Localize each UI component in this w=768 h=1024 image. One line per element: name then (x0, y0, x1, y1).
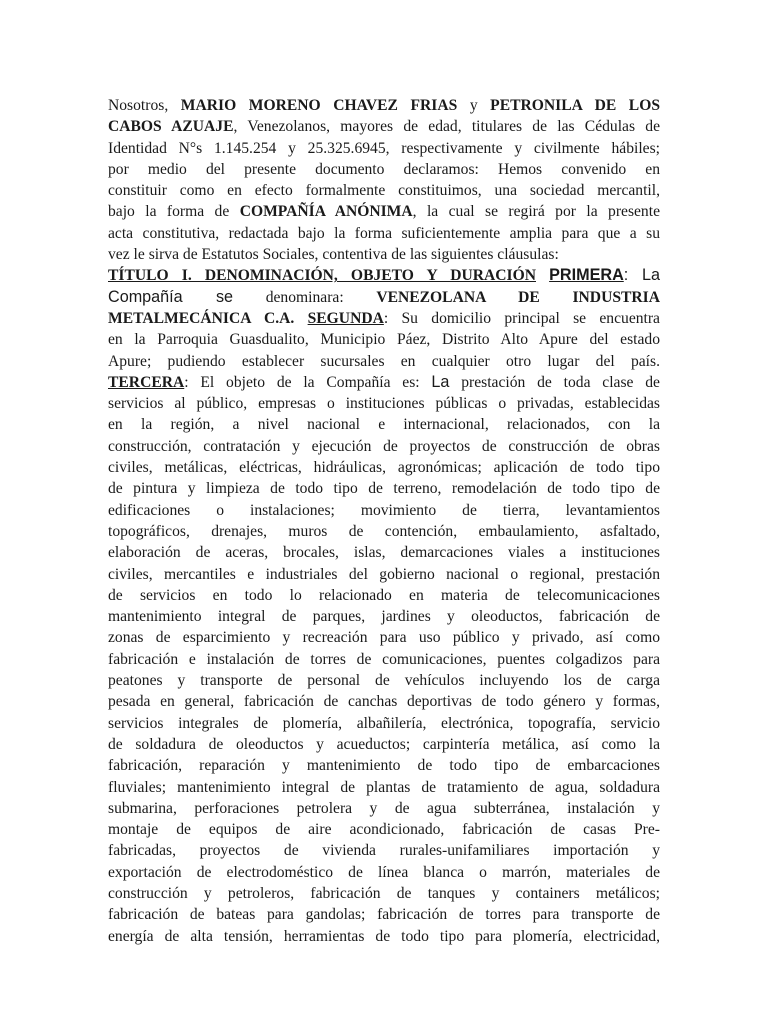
document-line (108, 649, 660, 670)
document-line (108, 585, 660, 606)
text-run: fabricación de bateas para gandolas; fabricación de torres para transporte de (108, 906, 660, 924)
text-run: fluviales; mantenimiento integral de plantas de tratamiento de agua, soldadura (108, 778, 660, 796)
document-line (108, 329, 660, 350)
text-run: Nosotros, (108, 97, 181, 114)
document-line (108, 862, 660, 883)
document-line (108, 372, 660, 393)
text-run: constituir como en efecto formalmente constituimos, una sociedad mercantil, (108, 182, 660, 200)
document-line (108, 201, 660, 222)
text-run: en la Parroquia Guasdualito, Municipio Páez, Distrito Alto Apure del estado (108, 331, 660, 349)
text-run: energía de alta tensión, herramientas de todo tipo para plomería, electricidad, (108, 927, 660, 945)
text-run: de soldadura de oleoductos y acueductos; carpintería metálica, así como la (108, 735, 660, 753)
text-run: y (457, 97, 491, 114)
text-run: Compañía se (108, 287, 234, 306)
text-run: construcción, contratación y ejecución de proyectos de construcción de obras (108, 437, 660, 455)
document-line (108, 755, 660, 776)
text-run: servicios al público, empresas o instituciones públicas o privadas, establecidas (108, 395, 660, 413)
text-run: civiles, mercantiles e industriales del gobierno nacional o regional, prestación (108, 565, 660, 583)
document-line (108, 883, 660, 904)
text-run: fabricadas, proyectos de vivienda rurales-unifamiliares importación y (108, 842, 660, 860)
text-run: fabricación, reparación y mantenimiento de todo tipo de embarcaciones (108, 757, 660, 775)
text-run: por medio del presente documento declaramos: Hemos convenido en (108, 160, 660, 178)
text-run: montaje de equipos de aire acondicionado, fabricación de casas Pre- (108, 821, 660, 839)
document-line (108, 542, 660, 563)
text-run: de servicios en todo lo relacionado en materia de telecomunicaciones (108, 586, 660, 604)
text-run: Apure; pudiendo establecer sucursales en cualquier otro lugar del país. (108, 352, 660, 370)
bold-text: TERCERA (108, 373, 185, 391)
document-line (108, 500, 660, 521)
text-run: de pintura y limpieza de todo tipo de terreno, remodelación de todo tipo de (108, 480, 660, 498)
document-line (108, 627, 660, 648)
text-run: topográficos, drenajes, muros de contención, embaulamiento, asfaltado, (108, 522, 660, 540)
document-line (108, 414, 660, 435)
text-run: elaboración de aceras, brocales, islas, demarcaciones viales a instituciones (108, 544, 660, 562)
document-line (108, 713, 660, 734)
text-run: zonas de esparcimiento y recreación para uso público y privado, así como (108, 629, 660, 647)
document-line (108, 926, 660, 947)
bold-text: COMPAÑÍA ANÓNIMA (239, 203, 413, 221)
document-line (108, 734, 660, 755)
text-run: prestación de toda clase de (449, 373, 660, 391)
document-line (108, 777, 660, 798)
bold-text: PRIMERA (549, 266, 624, 285)
text-run: exportación de electrodoméstico de línea blanca o marrón, materiales de (108, 863, 660, 881)
bold-text: SEGUNDA (307, 309, 384, 327)
bold-text: METALMECÁNICA C.A. (108, 309, 295, 327)
bold-text: PETRONILA DE LOS (490, 97, 660, 114)
document-line (108, 521, 660, 542)
text-run: submarina, perforaciones petrolera y de agua subterránea, instalación y (108, 799, 660, 817)
document-line (108, 223, 660, 244)
bold-text: TÍTULO I. DENOMINACIÓN, OBJETO Y DURACIÓN (108, 267, 536, 285)
text-run: edificaciones o instalaciones; movimiento de tierra, levantamientos (108, 501, 660, 519)
document-line (108, 95, 660, 116)
text-run: en la región, a nivel nacional e internacional, relacionados, con la (108, 416, 660, 434)
text-run: : La (623, 266, 660, 285)
text-run: civiles, metálicas, eléctricas, hidráulicas, agronómicas; aplicación de todo tipo (108, 459, 660, 477)
text-run: vez le sirva de Estatutos Sociales, contentiva de las siguientes cláusulas: (108, 246, 559, 264)
text-run: : El objeto de la Compañía es: (184, 373, 432, 391)
document-line (108, 308, 660, 329)
document-line (108, 287, 660, 308)
document-line (108, 564, 660, 585)
bold-text: MARIO MORENO CHAVEZ FRIAS (180, 97, 458, 114)
document-line (108, 116, 660, 137)
document-body (108, 95, 660, 947)
document-line (108, 436, 660, 457)
text-run (536, 267, 549, 284)
document-line (108, 606, 660, 627)
text-run: peatones y transporte de personal de vehículos incluyendo los de carga (108, 672, 660, 690)
text-run: , Venezolanos, mayores de edad, titulares de las Cédulas de (233, 118, 660, 136)
bold-text: VENEZOLANA DE INDUSTRIA (376, 288, 660, 306)
text-run: servicios integrales de plomería, albañilería, electrónica, topografía, servicio (108, 714, 660, 732)
document-line (108, 393, 660, 414)
document-line (108, 819, 660, 840)
document-line (108, 351, 660, 372)
text-run: La (431, 372, 450, 391)
text-run: acta constitutiva, redactada bajo la forma suficientemente amplia para que a su (108, 224, 660, 242)
document-line (108, 159, 660, 180)
document-line (108, 265, 660, 286)
text-run: : Su domicilio principal se encuentra (383, 309, 660, 327)
text-run: Identidad N°s 1.145.254 y 25.325.6945, respectivamente y civilmente hábiles; (108, 139, 660, 157)
text-run: mantenimiento integral de parques, jardines y oleoductos, fabricación de (108, 608, 660, 626)
document-line (108, 798, 660, 819)
document-line (108, 180, 660, 201)
text-run: , la cual se regirá por la presente (412, 203, 660, 221)
document-line (108, 244, 660, 265)
text-run (294, 310, 307, 327)
text-run: pesada en general, fabricación de canchas deportivas de todo género y formas, (108, 693, 660, 711)
document-line (108, 457, 660, 478)
text-run: construcción y petroleros, fabricación de tanques y containers metálicos; (108, 884, 660, 902)
text-run: bajo la forma de (108, 203, 240, 221)
document-line (108, 904, 660, 925)
document-line (108, 138, 660, 159)
text-run: fabricación e instalación de torres de comunicaciones, puentes colgadizos para (108, 650, 660, 668)
document-line (108, 840, 660, 861)
document-line (108, 478, 660, 499)
text-run: denominara: (233, 288, 377, 306)
document-line (108, 691, 660, 712)
document-line (108, 670, 660, 691)
bold-text: CABOS AZUAJE (108, 118, 234, 136)
